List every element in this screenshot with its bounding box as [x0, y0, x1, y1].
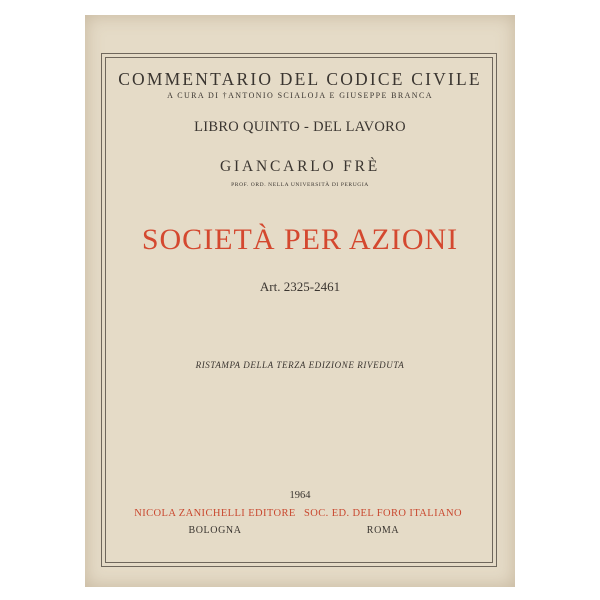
article-range: Art. 2325-2461 [259, 279, 341, 294]
book-subtitle: LIBRO QUINTO - DEL LAVORO [194, 119, 406, 135]
publication-year: 1964 [289, 490, 311, 501]
publisher-name-left: NICOLA ZANICHELLI EDITORE [134, 508, 296, 519]
publisher-city-right: ROMA [366, 525, 400, 536]
edition-note: RISTAMPA DELLA TERZA EDIZIONE RIVEDUTA [195, 360, 405, 370]
title-page [85, 15, 515, 587]
publisher-city-left: BOLOGNA [188, 525, 242, 536]
author-affiliation: PROF. ORD. NELLA UNIVERSITÀ DI PERUGIA [231, 182, 369, 188]
series-title: COMMENTARIO DEL CODICE CIVILE [118, 69, 482, 89]
author-name: GIANCARLO FRÈ [220, 158, 380, 175]
main-title: SOCIETÀ PER AZIONI [141, 223, 459, 256]
series-editors: A CURA DI †ANTONIO SCIALOJA E GIUSEPPE BRANCA [167, 91, 433, 100]
publisher-name-right: SOC. ED. DEL FORO ITALIANO [304, 508, 462, 519]
